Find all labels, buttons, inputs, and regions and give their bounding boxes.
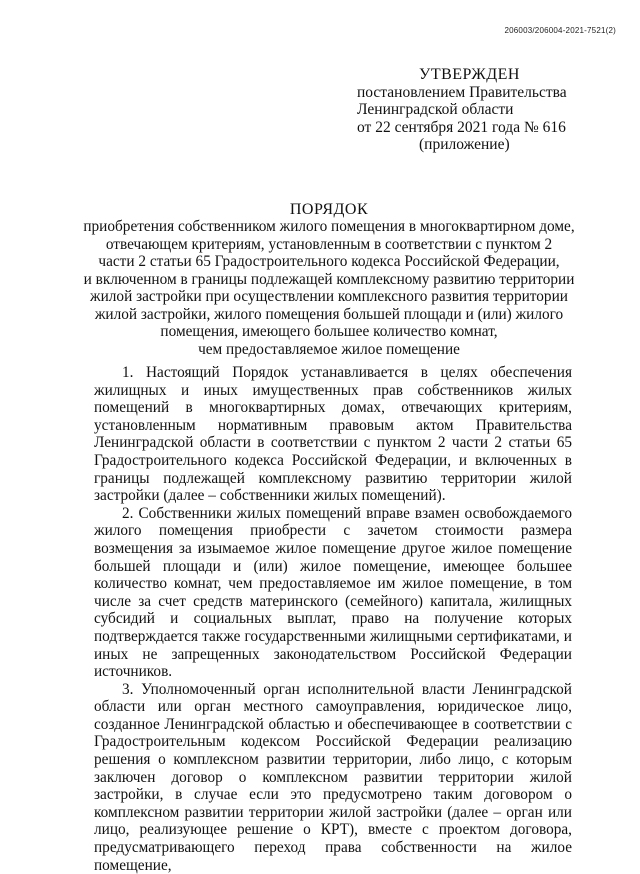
subtitle-line: части 2 статьи 65 Градостроительного кодекса Российской Федерации, [98, 253, 560, 270]
subtitle-line: чем предоставляемое жилое помещение [198, 340, 460, 358]
subtitle-line: и включенном в границы подлежащей комплексному развитию территории [83, 270, 575, 288]
document-body [94, 364, 572, 874]
subtitle-line: отвечающем критериям, установленным в соответствии с пунктом 2 [105, 235, 553, 253]
document-number: 206003/206004-2021-7521(2) [504, 26, 616, 35]
approval-appendix: (приложение) [419, 136, 510, 153]
approval-title: УТВЕРЖДЕН [419, 66, 520, 83]
approval-line: от 22 сентября 2021 года № 616 [357, 118, 566, 136]
paragraph: 3. Уполномоченный орган исполнительной власти Ленинградской области или орган местного самоуправления, юридическое лицо, созданное Ленинградской областью и обеспечивающее в соответствии с Градостроительным кодексом Российской Федерации реализацию решения о комплексном развитии территории, либо лицо, с которым заключен договор о комплексном развитии территории жилой застройки, в случае если это предусмотрено таким договором о комплексном развитии территории жилой застройки (далее – орган или лицо, реализующее решение о КРТ), вместе с проектом договора, предусматривающего переход права собственности на жилое помещение, [94, 680, 572, 874]
document-heading: ПОРЯДОК [289, 201, 369, 218]
paragraph: 1. Настоящий Порядок устанавливается в целях обеспечения жилищных и иных имущественных прав собственников жилых помещений в многоквартирных домах, отвечающих критериям, установленным нормативным правовым актом Правительства Ленинградской области в соответствии с пунктом 2 части 2 статьи 65 Градостроительного кодекса Российской Федерации, и включенных в границы подлежащей комплексному развитию территории жилой застройки (далее – собственники жилых помещений). [94, 364, 572, 505]
approval-line: Ленинградской области [357, 101, 514, 118]
approval-line: постановлением Правительства [357, 83, 567, 101]
subtitle-line: приобретения собственником жилого помещения в многоквартирном доме, [83, 218, 575, 235]
subtitle-line: помещения, имеющего большее количество комнат, [160, 323, 498, 340]
subtitle-line: жилой застройки, жилого помещения большей площади и (или) жилого [94, 305, 564, 323]
paragraph: 2. Собственники жилых помещений вправе взамен освобождаемого жилого помещения приобрести с зачетом стоимости размера возмещения за изымаемое жилое помещение другое жилое помещение большей площади и (или) жилое помещение, имеющее большее количество комнат, чем предоставляемое им жилое помещение, в том числе за счет средств материнского (семейного) капитала, жилищных субсидий и социальных выплат, право на получение которых подтверждается также государственными жилищными сертификатами, и иных не запрещенных законодательством Российской Федерации источников. [94, 504, 572, 681]
approval-block [357, 66, 627, 154]
document-subtitle [72, 218, 586, 358]
subtitle-line: жилой застройки при осуществлении комплексного развития территории [90, 288, 568, 305]
